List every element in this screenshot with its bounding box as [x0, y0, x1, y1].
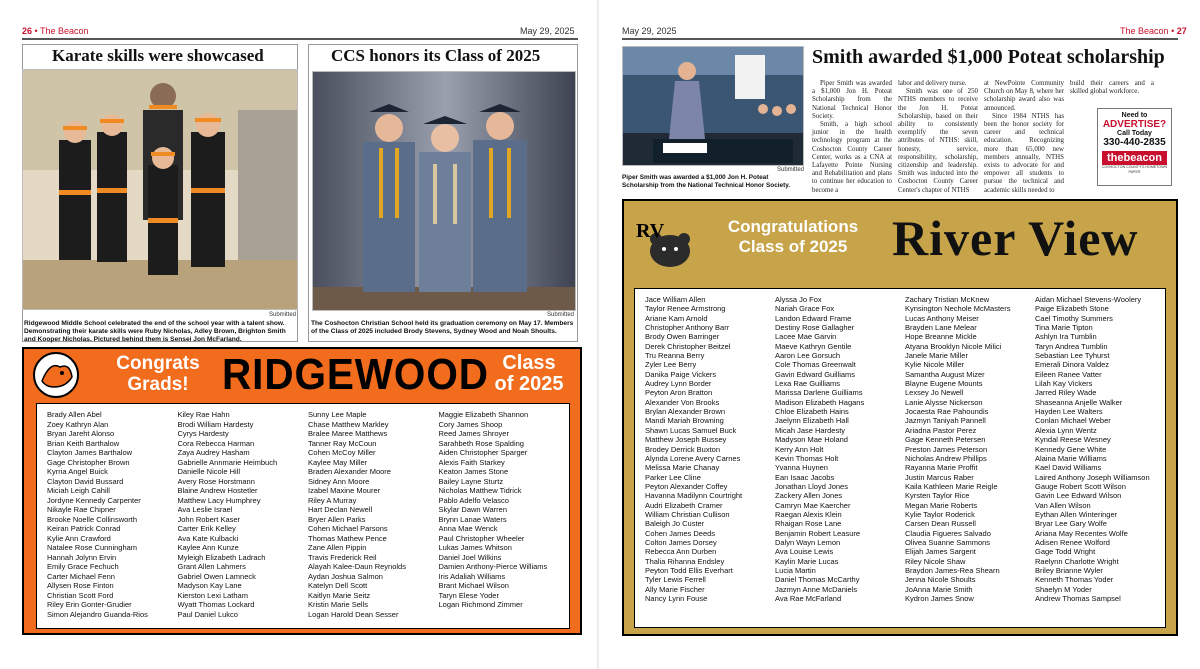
river-view-graduate-name: Eileen Ranee Vatter	[1035, 369, 1102, 379]
ridgewood-graduate-name: Skylar Dawn Warren	[438, 505, 507, 514]
ridgewood-graduate-name: Kylie Ann Crawford	[47, 533, 111, 543]
ad-brand-logo: thebeacon	[1102, 151, 1167, 165]
ridgewood-congrats-text	[104, 353, 212, 395]
ccs-graduates-photo	[312, 71, 576, 311]
river-view-class-line: Class of 2025	[738, 237, 848, 256]
river-view-graduate-name: Madison Elizabeth Hagans	[775, 397, 865, 407]
river-view-graduate-name: Carsen Dean Russell	[905, 519, 976, 529]
ridgewood-graduate-name: Christian Scott Ford	[47, 590, 114, 600]
river-view-graduate-name: Kyndal Reese Wesney	[1035, 435, 1111, 445]
river-view-graduate-name: Paige Elizabeth Stone	[1035, 304, 1109, 314]
ridgewood-class-line2: of 2025	[494, 373, 564, 395]
ridgewood-graduate-name: Kierston Lexi Latham	[177, 590, 248, 600]
river-view-graduate-name: Rebecca Ann Durben	[645, 547, 717, 557]
smith-photo-credit: Submitted	[776, 167, 804, 173]
ridgewood-graduate-name: Hart Declan Newell	[308, 505, 373, 514]
ridgewood-graduate-name: Myleigh Elizabeth Ladrach	[177, 552, 266, 562]
river-view-graduate-name: Parker Lee Cline	[645, 472, 701, 482]
ridgewood-graduate-name: Gabriel Owen Lamneck	[177, 571, 256, 581]
river-view-graduate-name: Kaila Kathleen Marie Reigle	[905, 481, 998, 491]
river-view-graduate-name: Kael David Williams	[1035, 463, 1102, 473]
ridgewood-graduate-name: Chase Matthew Markley	[308, 419, 389, 429]
river-view-graduate-name: Kylie Taylor Roderick	[905, 509, 975, 519]
ridgewood-graduate-name: Alayah Kalee-Daun Reynolds	[308, 562, 406, 571]
river-view-graduate-name: Shaseanna Anjelle Walker	[1035, 397, 1123, 407]
river-view-graduate-name: Lacee Mae Garvin	[775, 332, 837, 342]
smith-article-column-3	[984, 80, 1064, 195]
left-folio-separator: •	[34, 26, 38, 36]
karate-caption: Ridgewood Middle School celebrated the end of the school year with a talent show. Demonstrating their karate skills were Ruby Nicholas, Adley Brown, Brighton Smith and Kooper Nicholas. Pictured behind them is Sensei Jon McFarland.	[24, 320, 286, 343]
ridgewood-graduate-name: Avery Rose Horstmann	[177, 476, 255, 486]
ridgewood-graduate-name: Nicholas Matthew Tidrick	[438, 486, 522, 495]
smith-award-photo	[622, 46, 804, 166]
river-view-graduate-name: Kevin Thomas Holt	[775, 453, 839, 463]
river-view-graduate-name: Alaina Marie Williams	[1035, 453, 1107, 463]
river-view-graduate-name: Brayden Lane Melear	[905, 323, 977, 333]
river-view-graduate-name: Zyler Lee Berry	[645, 360, 697, 370]
ridgewood-graduate-name: Ava Leslie Israel	[177, 505, 233, 514]
river-view-congratulations: Congratulations	[727, 217, 859, 236]
ccs-photo-illustration	[313, 72, 576, 311]
ridgewood-graduate-name: Kristin Marie Sells	[308, 600, 369, 609]
river-view-graduate-name: Jazmyn Anne McDaniels	[775, 584, 858, 594]
ridgewood-graduate-name: Zaya Audrey Hasham	[177, 448, 250, 457]
ridgewood-graduate-name: Aydan Joshua Salmon	[308, 571, 383, 581]
ad-line-3: Call Today	[1117, 130, 1152, 137]
ridgewood-graduate-name: Bralee Maree Matthews	[308, 429, 388, 438]
ridgewood-graduate-name: Bailey Layne Sturtz	[438, 476, 504, 486]
river-view-graduate-name: Landon Edward Frame	[775, 313, 852, 323]
river-view-graduate-name: Cole Thomas Greenwalt	[775, 360, 856, 370]
ridgewood-graduate-name: Brooke Noelle Collinsworth	[47, 514, 138, 524]
river-view-graduate-name: Mandi Mariah Browning	[645, 416, 724, 426]
river-view-graduate-name: JoAnna Marie Smith	[905, 584, 973, 594]
right-newspaper-page	[600, 0, 1200, 669]
smith-paragraph-5: at NewPointe Community Church on May 8, where her scholarship award also was announced.	[984, 80, 1064, 112]
river-view-graduate-name: Ean Isaac Jacobs	[775, 472, 835, 482]
ridgewood-graduate-name: Paul Christopher Wheeler	[438, 533, 525, 543]
river-view-graduate-name: Aaron Lee Gorsuch	[775, 351, 841, 361]
ridgewood-graduate-name: Allysen Rose Finton	[47, 581, 114, 590]
river-view-graduate-name: Lexa Rae Guilliams	[775, 379, 841, 389]
river-view-graduate-name: Shaelyn M Yoder	[1035, 584, 1092, 594]
river-view-graduate-name: Yvanna Huynen	[775, 463, 828, 473]
river-view-graduate-name: Ava Rae McFarland	[775, 594, 842, 603]
ridgewood-graduate-name: Madyson Kay Lane	[177, 581, 242, 590]
river-view-graduate-name: Micah Jase Hardesty	[775, 425, 846, 435]
smith-paragraph-4: Smith was one of 250 NTHS members to receive the Jon H. Poteat Scholarship, based on their ability to consistently exemplify the seven attributes of NTHS: skill, honesty, service, responsibility, scholarship, citizenship and leadership. Smith was inducted into the Coshocton County Career Center's chapter of NTHS	[898, 88, 978, 194]
ad-phone: 330-440-2835	[1103, 137, 1166, 148]
river-view-graduate-name: Kenneth Thomas Yoder	[1035, 575, 1114, 585]
ridgewood-graduate-name: Jordyne Kennedy Carpenter	[47, 495, 141, 505]
ridgewood-graduate-name: Tanner Ray McCoun	[308, 438, 377, 448]
ridgewood-graduate-name: Izabel Maxine Mourer	[308, 486, 381, 495]
river-view-graduate-name: Gauge Robert Scott Wilson	[1035, 481, 1126, 491]
ridgewood-column-4	[439, 410, 570, 628]
river-view-graduate-name: Dalyn Wayn Lemon	[775, 537, 841, 547]
river-view-graduate-name: Jocaesta Rae Pahoundis	[905, 407, 989, 417]
river-view-graduate-name: Danika Paige Vickers	[645, 369, 717, 379]
karate-photo-credit: Submitted	[268, 312, 296, 318]
ccs-headline: CCS honors its Class of 2025	[331, 46, 541, 65]
ridgewood-graduate-name: Wyatt Thomas Lockard	[177, 600, 255, 609]
ridgewood-graduate-name: Lukas James Whitson	[438, 543, 512, 552]
river-view-graduate-name: Derek Christopher Beitzel	[645, 341, 731, 351]
right-folio-rule	[622, 38, 1178, 40]
ridgewood-graduate-name: Kiley Rae Hahn	[177, 410, 230, 419]
ridgewood-graduate-name: Clayton James Barthalow	[47, 448, 133, 457]
ccs-caption: The Coshocton Christian School held its graduation ceremony on May 17. Members of the Class of 2025 included Brody Stevens, Sydney Wood and Noah Shoults.	[311, 320, 574, 335]
river-view-graduate-name: Ariana May Recentes Wolfe	[1035, 528, 1128, 538]
karate-photo	[22, 69, 298, 310]
ridgewood-mascot-logo	[30, 351, 82, 399]
river-view-graduate-name: Kydron James Snow	[905, 594, 974, 603]
river-view-column-3	[905, 295, 1035, 627]
river-view-graduate-name: Audrey Lynn Border	[645, 379, 712, 389]
river-view-graduate-name: Benjamin Robert Leasure	[775, 528, 861, 538]
river-view-column-2	[775, 295, 905, 627]
ridgewood-header	[24, 349, 580, 401]
smith-paragraph-7: build their careers and a skilled global workforce.	[1070, 80, 1154, 96]
ridgewood-graduate-name: Iris Adaliah Williams	[438, 571, 506, 581]
ridgewood-congrats: Congrats	[116, 353, 200, 374]
smith-paragraph-1: Piper Smith was awarded a $1,000 Jon H. Poteat Scholarship from the National Technical Honor Society.	[812, 80, 892, 120]
ridgewood-graduate-name: Riley A Murray	[308, 495, 357, 505]
ridgewood-graduate-name: Sarahbeth Rose Spalding	[438, 438, 524, 448]
karate-photo-illustration	[23, 70, 298, 310]
river-view-graduate-name: Lucas Anthony Meiser	[905, 313, 979, 323]
ridgewood-graduate-name: Riley Erin Gonter-Grudier	[47, 600, 132, 609]
river-view-graduate-name: Claudia Figueres Salvado	[905, 528, 991, 538]
river-view-graduate-name: Olivea Suanne Sammons	[905, 537, 991, 547]
right-folio-date: May 29, 2025	[622, 26, 677, 36]
river-view-graduate-name: Samantha August Mizer	[905, 369, 985, 379]
river-view-graduate-name: Peyton Aron Bratton	[645, 388, 713, 398]
river-view-graduate-name: Tyler Lewis Ferrell	[645, 575, 706, 585]
river-view-graduate-name: Janele Marie Miller	[905, 351, 968, 361]
river-view-graduate-name: Alynda Lorene Avery Carnes	[645, 453, 741, 463]
river-view-graduate-name: Raelynn Charlotte Wright	[1035, 556, 1119, 566]
river-view-graduate-name: Megan Marie Roberts	[905, 500, 978, 510]
ridgewood-graduate-name: John Robert Kaser	[177, 514, 241, 524]
river-view-graduate-list	[634, 288, 1166, 628]
river-view-graduate-name: Aidan Michael Stevens-Woolery	[1035, 295, 1142, 304]
ridgewood-graduate-name: Kaylee Ann Kunze	[177, 543, 239, 552]
ridgewood-graduate-name: Blaine Andrew Hostetler	[177, 486, 258, 495]
river-view-graduate-name: Shawn Lucas Samuel Buck	[645, 425, 737, 435]
ridgewood-graduate-name: Sidney Ann Moore	[308, 476, 370, 486]
river-view-school-name: River View	[892, 210, 1139, 266]
ridgewood-graduate-name: Brynn Lanae Waters	[438, 514, 507, 524]
ridgewood-column-1	[47, 410, 178, 628]
ridgewood-graduate-name: Brady Allen Abel	[47, 410, 102, 419]
ridgewood-graduate-name: Braden Alexander Moore	[308, 467, 391, 476]
river-view-graduate-name: Baleigh Jo Custer	[645, 519, 705, 529]
river-view-graduate-name: Rhaigan Rose Lane	[775, 519, 842, 529]
river-view-graduate-name: Alexia Lynn Wentz	[1035, 425, 1097, 435]
river-view-graduate-name: Christopher Anthony Barr	[645, 323, 730, 333]
ridgewood-graduate-name: Danielle Nicole Hill	[177, 467, 241, 476]
river-view-graduate-name: Andrew Thomas Sampsel	[1035, 594, 1121, 603]
ridgewood-graduate-name: Pablo Adelfo Velasco	[438, 495, 509, 505]
ridgewood-graduate-name: Anna Mae Wenck	[438, 524, 498, 533]
ridgewood-graduate-name: Carter Erik Kelley	[177, 524, 236, 533]
ridgewood-graduate-name: Zoey Kathryn Alan	[47, 419, 109, 429]
ridgewood-school-name: RIDGEWOOD	[222, 350, 489, 399]
river-view-graduate-name: Camryn Mae Kaercher	[775, 500, 851, 510]
river-view-column-1	[645, 295, 775, 627]
smith-article-column-1	[812, 80, 892, 195]
river-view-graduate-name: Ariadna Pastor Perez	[905, 425, 977, 435]
river-view-graduate-name: Nicholas Andrew Phillips	[905, 453, 987, 463]
smith-paragraph-3: labor and delivery nurse.	[898, 80, 967, 87]
ad-line-2: ADVERTISE?	[1102, 119, 1167, 130]
ridgewood-graduate-name: Zane Allen Pippin	[308, 543, 367, 552]
right-folio	[1120, 26, 1187, 36]
river-view-graduate-name: Tina Marie Tipton	[1035, 323, 1093, 333]
ridgewood-graduate-name: Alexis Faith Starkey	[438, 457, 505, 467]
ridgewood-column-3	[308, 410, 439, 628]
ridgewood-graduate-name: Cohen Michael Parsons	[308, 524, 388, 533]
ad-line-1: Need to	[1121, 112, 1148, 119]
river-view-graduate-name: Destiny Rose Gallagher	[775, 323, 855, 333]
ridgewood-graduate-name: Brodi William Hardesty	[177, 419, 254, 429]
river-view-graduate-name: Adisen Renee Wolford	[1035, 537, 1110, 547]
river-view-logo-text: RV	[636, 220, 665, 242]
river-view-graduate-name: Zachary Tristian McKnew	[905, 295, 990, 304]
river-view-graduate-name: Chloe Elizabeth Hains	[775, 407, 849, 417]
ridgewood-graduate-name: Travis Frederick Reil	[308, 552, 377, 562]
river-view-graduate-name: Jonathan Lloyd Jones	[775, 481, 848, 491]
river-view-graduate-name: Nariah Grace Fox	[775, 304, 835, 314]
river-view-graduate-name: Riley Nicole Shaw	[905, 556, 966, 566]
river-view-graduate-name: Kerry Ann Holt	[775, 444, 824, 454]
river-view-graduate-name: Matthew Joseph Bussey	[645, 435, 727, 445]
river-view-graduate-name: Hope Breanne Mickle	[905, 332, 977, 342]
river-view-congrats-text	[708, 217, 878, 257]
ridgewood-graduate-name: Kaitlyn Marie Seitz	[308, 590, 371, 600]
river-view-graduate-name: Van Allen Wilson	[1035, 500, 1091, 510]
ridgewood-graduate-name: Damien Anthony-Pierce Williams	[438, 562, 548, 571]
ridgewood-graduate-name: Logan Harold Dean Sesser	[308, 609, 399, 619]
ridgewood-graduate-name: Clayton David Bussard	[47, 476, 124, 486]
ridgewood-column-2	[178, 410, 309, 628]
ridgewood-graduate-name: Matthew Lacy Humphrey	[177, 495, 261, 505]
ridgewood-graduate-name: Kyrria Angel Buick	[47, 467, 108, 476]
river-view-graduate-name: Marissa Darlene Guilliams	[775, 388, 863, 398]
smith-article-column-4	[1070, 80, 1154, 96]
river-view-graduate-name: Kyrsten Taylor Rice	[905, 491, 970, 501]
river-view-graduate-name: Ally Marie Fischer	[645, 584, 705, 594]
river-view-graduate-name: Jarred Riley Wade	[1035, 388, 1097, 398]
ridgewood-graduate-name: Daniel Joel Wilkins	[438, 552, 502, 562]
river-view-graduate-name: Gavin Edward Guilliams	[775, 369, 856, 379]
ridgewood-graduate-name: Maggie Elizabeth Shannon	[438, 410, 529, 419]
river-view-graduate-name: Elijah James Sargent	[905, 547, 976, 557]
river-view-graduate-name: Alexander Von Brooks	[645, 397, 720, 407]
ridgewood-graduate-name: Thomas Mathew Pence	[308, 533, 387, 543]
river-view-graduate-name: Lilah Kay Vickers	[1035, 379, 1093, 389]
ridgewood-graduate-name: Paul Daniel Lukco	[177, 609, 238, 619]
ridgewood-graduate-name: Aiden Christopher Sparger	[438, 448, 528, 457]
river-view-graduate-name: Ariane Kam Arnold	[645, 313, 708, 323]
karate-headline: Karate skills were showcased	[52, 46, 264, 65]
river-view-graduate-name: Nancy Lynn Fouse	[645, 594, 708, 603]
river-view-graduate-name: Bryar Lee Gary Wolfe	[1035, 519, 1107, 529]
river-view-graduate-name: Gage Kenneth Petersen	[905, 435, 986, 445]
river-view-graduate-name: Peyton Todd Ellis Everhart	[645, 565, 733, 575]
ridgewood-graduate-name: Bryan Jareht Alonso	[47, 429, 115, 438]
ridgewood-graduate-name: Simon Alejandro Guanda-Rios	[47, 609, 148, 619]
ridgewood-graduate-name: Keaton James Stone	[438, 467, 509, 476]
river-view-graduate-name: Melissa Marie Chanay	[645, 463, 720, 473]
river-view-graduate-name: Kaylin Marie Lucas	[775, 556, 839, 566]
river-view-graduate-name: Laired Anthony Joseph Williamson	[1035, 472, 1150, 482]
smith-photo-illustration	[623, 47, 804, 166]
right-page-number: 27	[1176, 26, 1187, 36]
ridgewood-graduate-name: Emily Grace Fechuch	[47, 562, 119, 571]
river-view-graduate-name: Preston James Peterson	[905, 444, 988, 454]
ridgewood-graduate-name: Bryer Allen Parks	[308, 514, 366, 524]
river-view-graduate-name: Raegan Alexis Klein	[775, 509, 842, 519]
ridgewood-class-text	[484, 353, 574, 395]
river-view-bear-logo	[634, 215, 698, 271]
river-view-graduate-name: Justin Marcus Raber	[905, 472, 974, 482]
smith-paragraph-6: Since 1984 NTHS has been the honor society for career and technical education. Recognizing more than 65,000 new members annually, NTHS exists to advocate for and empower all students to pursue the technical and academic skills needed to	[984, 112, 1064, 194]
river-view-graduate-name: Alyssa Jo Fox	[775, 295, 822, 304]
river-view-graduate-name: Havanna Madilynn Courtright	[645, 491, 743, 501]
river-view-graduate-name: Emerali Dinora Valdez	[1035, 360, 1110, 370]
ridgewood-graduate-name: Sunny Lee Maple	[308, 410, 367, 419]
smith-article-column-2	[898, 80, 978, 195]
river-view-graduate-name: Lanie Alysse Nickerson	[905, 397, 983, 407]
river-view-graduate-name: Kylie Nicole Miller	[905, 360, 965, 370]
ridgewood-graduate-name: Taryn Elese Yoder	[438, 590, 499, 600]
river-view-graduate-name: Rayanna Marie Proffit	[905, 463, 978, 473]
ridgewood-graduate-name: Natalee Rose Cunningham	[47, 543, 138, 552]
river-view-graduate-name: Braydon James-Rea Shearn	[905, 565, 1000, 575]
river-view-graduate-name: Maeve Kathryn Gentile	[775, 341, 852, 351]
river-view-graduate-name: Cohen James Deeds	[645, 528, 716, 538]
river-view-graduate-name: Taryn Andrea Tumblin	[1035, 341, 1108, 351]
left-folio-rule	[22, 38, 578, 40]
ridgewood-graduate-name: Logan Richmond Zimmer	[438, 600, 523, 609]
river-view-graduate-name: Blayne Eugene Mounts	[905, 379, 983, 389]
ridgewood-graduate-list	[36, 403, 570, 629]
left-folio-date: May 29, 2025	[520, 26, 575, 36]
ridgewood-graduate-name: Cora Rebecca Harman	[177, 438, 255, 448]
smith-caption: Piper Smith was awarded a $1,000 Jon H. Poteat Scholarship from the National Technical Honor Society.	[622, 174, 791, 189]
river-view-graduate-name: Audri Elizabeth Cramer	[645, 500, 723, 510]
river-view-graduate-name: Gage Todd Wright	[1035, 547, 1096, 557]
river-view-graduate-name: Brylan Alexander Brown	[645, 407, 726, 417]
ridgewood-class-line1: Class	[502, 352, 556, 374]
ccs-photo-credit: Submitted	[546, 312, 574, 318]
river-view-graduate-name: Lucia Martin	[775, 565, 816, 575]
ridgewood-graduate-name: Cory James Shoop	[438, 419, 503, 429]
river-view-graduate-name: Brodey Derrick Buxton	[645, 444, 721, 454]
ridgewood-graduate-name: Ava Kate Kulbacki	[177, 533, 239, 543]
ridgewood-graduate-name: Miciah Leigh Cahill	[47, 486, 110, 495]
ridgewood-grads: Grads!	[127, 374, 189, 395]
left-folio	[22, 26, 89, 36]
ad-brand-subtitle: COSHOCTON COUNTY'S HOMETOWN PAPER	[1101, 165, 1168, 174]
river-view-graduate-name: Gavin Lee Edward Wilson	[1035, 491, 1122, 501]
river-view-graduate-name: Tru Reanna Berry	[645, 351, 705, 361]
river-view-graduate-name: Ava Louise Lewis	[775, 547, 834, 557]
river-view-graduate-name: Eythan Allen Winteringer	[1035, 509, 1118, 519]
ridgewood-class-of-2025-box	[22, 347, 582, 635]
ridgewood-graduate-name: Cyrys Hardesty	[177, 429, 229, 438]
river-view-graduate-name: Cael Timothy Summers	[1035, 313, 1113, 323]
ridgewood-graduate-name: Hannah Jolynn Ervin	[47, 552, 117, 562]
river-view-column-4	[1035, 295, 1165, 627]
ridgewood-graduate-name: Cohen McCoy Miller	[308, 448, 376, 457]
river-view-graduate-name: Sebastian Lee Tyhurst	[1035, 351, 1110, 361]
river-view-graduate-name: Jenna Nicole Shoults	[905, 575, 976, 585]
left-folio-paper-name: The Beacon	[40, 26, 89, 36]
river-view-graduate-name: Kynsington Nechole McMasters	[905, 304, 1011, 314]
right-folio-separator: •	[1171, 26, 1175, 36]
ridgewood-graduate-name: Katelyn Dell Scott	[308, 581, 368, 590]
river-view-graduate-name: Conlan Michael Weber	[1035, 416, 1111, 426]
ridgewood-graduate-name: Brian Keith Barthalow	[47, 438, 120, 448]
advertise-ad[interactable]	[1097, 108, 1172, 186]
smith-paragraph-2: Smith, a high school junior in the health technology program at the Coshocton County Career Center, works as a CNA at Lafayette Pointe Nursing and Rehabilitation and plans to continue her education to become a	[812, 121, 892, 194]
right-folio-paper-name: The Beacon	[1120, 26, 1169, 36]
ridgewood-graduate-name: Gabrielle Annmarie Heimbuch	[177, 457, 278, 467]
river-view-graduate-name: Colton James Dorsey	[645, 537, 717, 547]
river-view-graduate-name: Peyton Alexander Coffey	[645, 481, 728, 491]
smith-headline: Smith awarded $1,000 Poteat scholarship	[812, 46, 1165, 68]
river-view-graduate-name: Hayden Lee Walters	[1035, 407, 1103, 417]
river-view-graduate-name: Taylor Renee Armstrong	[645, 304, 726, 314]
river-view-graduate-name: Brody Owen Barringer	[645, 332, 720, 342]
river-view-graduate-name: William Christian Cullison	[645, 509, 730, 519]
ridgewood-graduate-name: Nikayle Rae Chipner	[47, 505, 116, 514]
river-view-graduate-name: Ashlyn Ira Tumblin	[1035, 332, 1097, 342]
left-page-number: 26	[22, 26, 33, 36]
river-view-graduate-name: Lexsey Jo Newell	[905, 388, 964, 398]
river-view-graduate-name: Madyson Mae Holand	[775, 435, 848, 445]
river-view-graduate-name: Zackery Allen Jones	[775, 491, 843, 501]
river-view-graduate-name: Jace William Allen	[645, 295, 706, 304]
ridgewood-graduate-name: Gage Christopher Brown	[47, 457, 130, 467]
river-view-graduate-name: Thalia Rihanna Endsley	[645, 556, 725, 566]
river-view-graduate-name: Kennedy Gene White	[1035, 444, 1107, 454]
ridgewood-graduate-name: Carter Michael Fenn	[47, 571, 115, 581]
river-view-graduate-name: Jazmyn Taniyah Pannell	[905, 416, 986, 426]
river-view-class-of-2025-box	[622, 199, 1178, 636]
ridgewood-graduate-name: Kaylee May Miller	[308, 457, 368, 467]
ridgewood-graduate-name: Grant Allen Lahmers	[177, 562, 246, 571]
river-view-graduate-name: Atyana Brooklyn Nicole Milici	[905, 341, 1002, 351]
ridgewood-graduate-name: Keiran Patrick Conrad	[47, 524, 121, 533]
ridgewood-graduate-name: Reed James Shroyer	[438, 429, 509, 438]
river-view-graduate-name: Jaelynn Elizabeth Hall	[775, 416, 849, 426]
river-view-graduate-name: Briley Brianne Wyler	[1035, 565, 1103, 575]
ridgewood-graduate-name: Brant Michael Wilson	[438, 581, 509, 590]
river-view-graduate-name: Daniel Thomas McCarthy	[775, 575, 860, 585]
